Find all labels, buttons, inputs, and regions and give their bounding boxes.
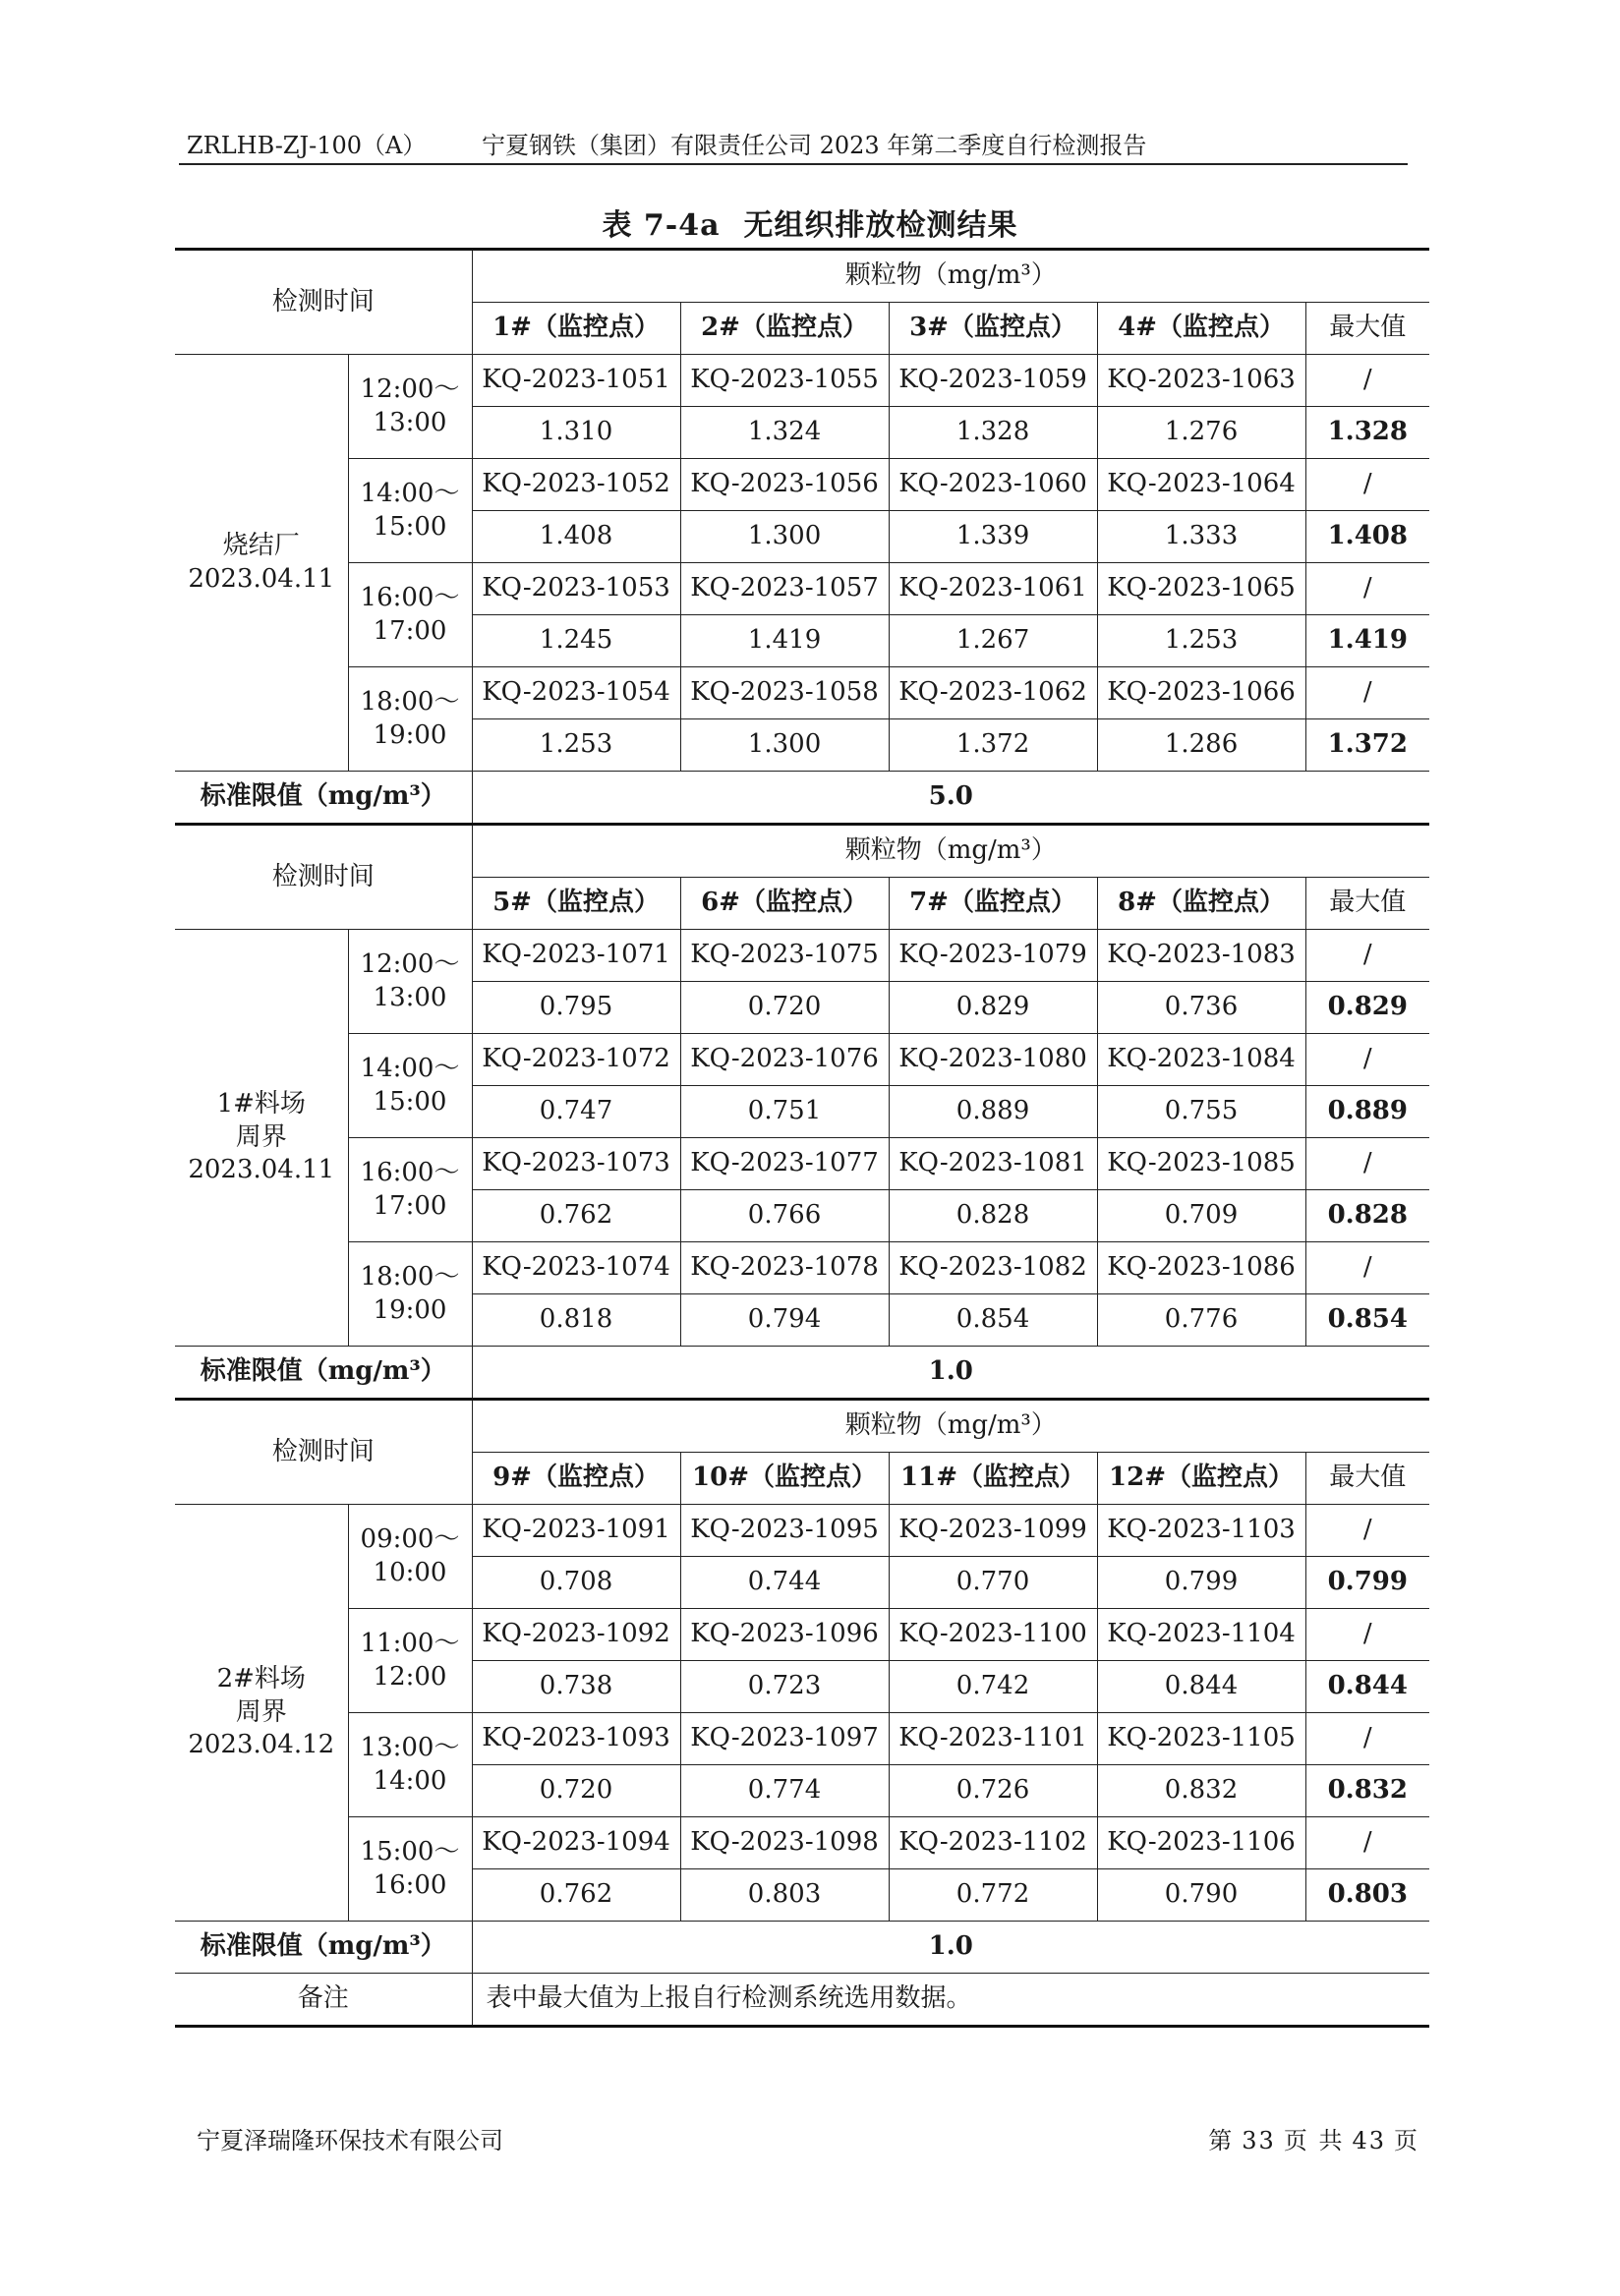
max-value-cell: 0.832	[1305, 1765, 1429, 1817]
measurement-value-cell: 0.772	[889, 1869, 1097, 1922]
time-header-cell: 检测时间	[175, 250, 472, 355]
section-header-row	[175, 825, 1429, 878]
time-line: 12:00～	[360, 373, 460, 404]
time-line: 12:00～	[360, 948, 460, 979]
sample-code-cell: KQ-2023-1072	[472, 1034, 680, 1086]
sample-code-cell: KQ-2023-1074	[472, 1242, 680, 1294]
time-slot-cell	[348, 1817, 472, 1922]
time-slot-cell	[348, 1138, 472, 1242]
measurement-value-cell: 1.310	[472, 407, 680, 459]
standard-limit-label: 标准限值（mg/m³）	[175, 772, 472, 825]
sample-code-row	[175, 1713, 1429, 1765]
sample-code-cell: KQ-2023-1059	[889, 355, 1097, 407]
section-header-row	[175, 250, 1429, 303]
max-header-cell: 最大值	[1305, 1453, 1429, 1505]
monitoring-point-header: 3#（监控点）	[889, 303, 1097, 355]
page-header	[187, 126, 1406, 161]
max-code-cell: /	[1305, 1242, 1429, 1294]
max-code-cell: /	[1305, 667, 1429, 719]
parameter-header-cell: 颗粒物（mg/m³）	[472, 825, 1429, 878]
sample-code-row	[175, 1817, 1429, 1869]
sample-code-cell: KQ-2023-1097	[680, 1713, 889, 1765]
page-prefix: 第	[1208, 2127, 1235, 2154]
sample-code-cell: KQ-2023-1060	[889, 459, 1097, 511]
standard-limit-value: 5.0	[472, 772, 1429, 825]
sample-code-cell: KQ-2023-1078	[680, 1242, 889, 1294]
sample-code-cell: KQ-2023-1091	[472, 1505, 680, 1557]
standard-limit-value: 1.0	[472, 1347, 1429, 1400]
sample-code-cell: KQ-2023-1071	[472, 930, 680, 982]
note-row	[175, 1974, 1429, 2027]
monitoring-point-header: 11#（监控点）	[889, 1453, 1097, 1505]
time-line: 13:00	[373, 407, 447, 437]
site-date-cell	[175, 355, 348, 772]
time-header-cell: 检测时间	[175, 1400, 472, 1505]
sample-code-cell: KQ-2023-1055	[680, 355, 889, 407]
sample-code-row	[175, 1609, 1429, 1661]
sample-code-cell: KQ-2023-1099	[889, 1505, 1097, 1557]
sample-code-cell: KQ-2023-1084	[1097, 1034, 1305, 1086]
sample-code-row	[175, 667, 1429, 719]
measurement-value-cell: 0.738	[472, 1661, 680, 1713]
sample-code-row	[175, 1138, 1429, 1190]
time-line: 19:00	[373, 719, 447, 750]
footer-company: 宁夏泽瑞隆环保技术有限公司	[197, 2127, 503, 2154]
measurement-value-cell: 0.795	[472, 982, 680, 1034]
measurement-value-cell: 0.889	[889, 1086, 1097, 1138]
time-line: 19:00	[373, 1294, 447, 1325]
document-code: ZRLHB-ZJ-100（A）	[187, 132, 427, 159]
sample-code-cell: KQ-2023-1100	[889, 1609, 1097, 1661]
sample-code-cell: KQ-2023-1096	[680, 1609, 889, 1661]
measurement-value-cell: 0.762	[472, 1190, 680, 1242]
sample-code-cell: KQ-2023-1098	[680, 1817, 889, 1869]
sample-code-cell: KQ-2023-1052	[472, 459, 680, 511]
measurement-value-cell: 1.333	[1097, 511, 1305, 563]
sample-code-cell: KQ-2023-1103	[1097, 1505, 1305, 1557]
page-mid: 页 共	[1283, 2127, 1345, 2154]
sample-code-cell: KQ-2023-1094	[472, 1817, 680, 1869]
measurement-value-cell: 1.245	[472, 615, 680, 667]
note-label: 备注	[175, 1974, 472, 2027]
time-line: 12:00	[373, 1661, 447, 1692]
measurement-value-cell: 0.747	[472, 1086, 680, 1138]
max-value-cell: 0.854	[1305, 1294, 1429, 1347]
monitoring-point-header: 8#（监控点）	[1097, 878, 1305, 930]
max-code-cell: /	[1305, 1609, 1429, 1661]
max-header-cell: 最大值	[1305, 878, 1429, 930]
sample-code-cell: KQ-2023-1066	[1097, 667, 1305, 719]
max-value-cell: 1.408	[1305, 511, 1429, 563]
max-code-cell: /	[1305, 459, 1429, 511]
monitoring-point-header: 1#（监控点）	[472, 303, 680, 355]
max-value-cell: 1.328	[1305, 407, 1429, 459]
page-number	[1204, 2121, 1423, 2155]
time-line: 15:00	[373, 511, 447, 542]
max-code-cell: /	[1305, 355, 1429, 407]
page-total: 43	[1352, 2127, 1386, 2154]
site-line: 烧结厂	[222, 530, 300, 560]
time-line: 11:00～	[360, 1628, 460, 1658]
sample-code-cell: KQ-2023-1057	[680, 563, 889, 615]
measurement-value-cell: 1.339	[889, 511, 1097, 563]
parameter-header-cell: 颗粒物（mg/m³）	[472, 250, 1429, 303]
standard-limit-label: 标准限值（mg/m³）	[175, 1347, 472, 1400]
sample-code-cell: KQ-2023-1056	[680, 459, 889, 511]
parameter-header-cell: 颗粒物（mg/m³）	[472, 1400, 1429, 1453]
max-value-cell: 0.889	[1305, 1086, 1429, 1138]
max-code-cell: /	[1305, 1138, 1429, 1190]
monitoring-point-header: 2#（监控点）	[680, 303, 889, 355]
time-line: 17:00	[373, 1190, 447, 1221]
measurement-value-cell: 1.276	[1097, 407, 1305, 459]
measurement-value-cell: 0.818	[472, 1294, 680, 1347]
time-slot-cell	[348, 1242, 472, 1347]
sample-code-row	[175, 1505, 1429, 1557]
sample-code-cell: KQ-2023-1085	[1097, 1138, 1305, 1190]
page-current: 33	[1242, 2127, 1276, 2154]
monitoring-point-header: 10#（监控点）	[680, 1453, 889, 1505]
time-line: 15:00	[373, 1086, 447, 1117]
site-date-cell	[175, 1505, 348, 1922]
time-slot-cell	[348, 1505, 472, 1609]
sample-code-row	[175, 459, 1429, 511]
sample-code-cell: KQ-2023-1079	[889, 930, 1097, 982]
results-table	[175, 248, 1429, 2028]
sample-code-cell: KQ-2023-1077	[680, 1138, 889, 1190]
time-line: 18:00～	[360, 686, 460, 717]
results-table-body	[175, 250, 1429, 2027]
monitoring-point-header: 5#（监控点）	[472, 878, 680, 930]
time-line: 14:00～	[360, 1053, 460, 1083]
max-value-cell: 0.829	[1305, 982, 1429, 1034]
time-header-cell: 检测时间	[175, 825, 472, 930]
sample-code-cell: KQ-2023-1104	[1097, 1609, 1305, 1661]
time-line: 10:00	[373, 1557, 447, 1587]
measurement-value-cell: 0.844	[1097, 1661, 1305, 1713]
measurement-value-cell: 0.854	[889, 1294, 1097, 1347]
sample-code-cell: KQ-2023-1083	[1097, 930, 1305, 982]
sample-code-cell: KQ-2023-1073	[472, 1138, 680, 1190]
measurement-value-cell: 1.328	[889, 407, 1097, 459]
site-line: 2023.04.11	[188, 1155, 335, 1185]
sample-code-cell: KQ-2023-1065	[1097, 563, 1305, 615]
measurement-value-cell: 0.709	[1097, 1190, 1305, 1242]
time-line: 15:00～	[360, 1836, 460, 1866]
measurement-value-cell: 0.828	[889, 1190, 1097, 1242]
sample-code-cell: KQ-2023-1076	[680, 1034, 889, 1086]
page-suffix: 页	[1394, 2127, 1419, 2154]
measurement-value-cell: 1.253	[1097, 615, 1305, 667]
sample-code-cell: KQ-2023-1062	[889, 667, 1097, 719]
time-line: 09:00～	[360, 1523, 460, 1554]
max-code-cell: /	[1305, 1505, 1429, 1557]
time-line: 13:00	[373, 982, 447, 1012]
measurement-value-cell: 0.794	[680, 1294, 889, 1347]
note-text: 表中最大值为上报自行检测系统选用数据。	[472, 1974, 1429, 2027]
sample-code-cell: KQ-2023-1054	[472, 667, 680, 719]
measurement-value-cell: 1.324	[680, 407, 889, 459]
monitoring-point-header: 7#（监控点）	[889, 878, 1097, 930]
measurement-value-cell: 0.736	[1097, 982, 1305, 1034]
measurement-value-cell: 0.708	[472, 1557, 680, 1609]
standard-limit-row	[175, 1347, 1429, 1400]
standard-limit-value: 1.0	[472, 1922, 1429, 1974]
header-divider	[179, 163, 1408, 165]
max-value-cell: 0.828	[1305, 1190, 1429, 1242]
measurement-value-cell: 0.766	[680, 1190, 889, 1242]
time-slot-cell	[348, 930, 472, 1034]
measurement-value-cell: 0.829	[889, 982, 1097, 1034]
standard-limit-row	[175, 1922, 1429, 1974]
time-slot-cell	[348, 563, 472, 667]
monitoring-point-header: 4#（监控点）	[1097, 303, 1305, 355]
measurement-value-cell: 1.372	[889, 719, 1097, 772]
sample-code-row	[175, 355, 1429, 407]
time-line: 16:00～	[360, 1157, 460, 1187]
max-code-cell: /	[1305, 1817, 1429, 1869]
time-slot-cell	[348, 667, 472, 772]
sample-code-cell: KQ-2023-1101	[889, 1713, 1097, 1765]
standard-limit-row	[175, 772, 1429, 825]
measurement-value-cell: 1.408	[472, 511, 680, 563]
site-line: 周界	[235, 1696, 287, 1727]
time-line: 14:00～	[360, 478, 460, 508]
measurement-value-cell: 0.751	[680, 1086, 889, 1138]
sample-code-row	[175, 1034, 1429, 1086]
measurement-value-cell: 0.774	[680, 1765, 889, 1817]
time-line: 16:00	[373, 1869, 447, 1900]
site-date-cell	[175, 930, 348, 1347]
max-code-cell: /	[1305, 930, 1429, 982]
table-caption	[0, 201, 1620, 244]
sample-code-cell: KQ-2023-1061	[889, 563, 1097, 615]
sample-code-cell: KQ-2023-1095	[680, 1505, 889, 1557]
site-line: 周界	[235, 1121, 287, 1152]
time-slot-cell	[348, 1713, 472, 1817]
sample-code-cell: KQ-2023-1086	[1097, 1242, 1305, 1294]
sample-code-row	[175, 1242, 1429, 1294]
sample-code-cell: KQ-2023-1051	[472, 355, 680, 407]
monitoring-point-header: 6#（监控点）	[680, 878, 889, 930]
measurement-value-cell: 0.762	[472, 1869, 680, 1922]
max-value-cell: 1.419	[1305, 615, 1429, 667]
measurement-value-cell: 0.832	[1097, 1765, 1305, 1817]
monitoring-point-header: 9#（监控点）	[472, 1453, 680, 1505]
document-title: 宁夏钢铁（集团）有限责任公司 2023 年第二季度自行检测报告	[482, 132, 1147, 159]
sample-code-cell: KQ-2023-1064	[1097, 459, 1305, 511]
measurement-value-cell: 1.267	[889, 615, 1097, 667]
measurement-value-cell: 1.286	[1097, 719, 1305, 772]
table-title: 无组织排放检测结果	[743, 208, 1018, 243]
measurement-value-cell: 1.253	[472, 719, 680, 772]
sample-code-cell: KQ-2023-1075	[680, 930, 889, 982]
max-value-cell: 0.803	[1305, 1869, 1429, 1922]
measurement-value-cell: 0.742	[889, 1661, 1097, 1713]
sample-code-cell: KQ-2023-1093	[472, 1713, 680, 1765]
sample-code-cell: KQ-2023-1082	[889, 1242, 1097, 1294]
measurement-value-cell: 0.799	[1097, 1557, 1305, 1609]
max-header-cell: 最大值	[1305, 303, 1429, 355]
max-code-cell: /	[1305, 1034, 1429, 1086]
max-value-cell: 0.799	[1305, 1557, 1429, 1609]
max-value-cell: 1.372	[1305, 719, 1429, 772]
sample-code-cell: KQ-2023-1105	[1097, 1713, 1305, 1765]
measurement-value-cell: 0.720	[472, 1765, 680, 1817]
time-slot-cell	[348, 355, 472, 459]
max-code-cell: /	[1305, 563, 1429, 615]
measurement-value-cell: 0.776	[1097, 1294, 1305, 1347]
time-line: 18:00～	[360, 1261, 460, 1292]
measurement-value-cell: 0.790	[1097, 1869, 1305, 1922]
sample-code-cell: KQ-2023-1053	[472, 563, 680, 615]
time-line: 14:00	[373, 1765, 447, 1796]
table-number: 表 7-4a	[602, 208, 721, 243]
sample-code-cell: KQ-2023-1081	[889, 1138, 1097, 1190]
measurement-value-cell: 0.755	[1097, 1086, 1305, 1138]
time-slot-cell	[348, 1609, 472, 1713]
sample-code-row	[175, 563, 1429, 615]
section-header-row	[175, 1400, 1429, 1453]
measurement-value-cell: 0.720	[680, 982, 889, 1034]
site-line: 1#料场	[216, 1088, 306, 1119]
max-code-cell: /	[1305, 1713, 1429, 1765]
sample-code-cell: KQ-2023-1106	[1097, 1817, 1305, 1869]
monitoring-point-header: 12#（监控点）	[1097, 1453, 1305, 1505]
time-slot-cell	[348, 459, 472, 563]
measurement-value-cell: 0.726	[889, 1765, 1097, 1817]
time-line: 13:00～	[360, 1732, 460, 1762]
sample-code-row	[175, 930, 1429, 982]
standard-limit-label: 标准限值（mg/m³）	[175, 1922, 472, 1974]
time-line: 16:00～	[360, 582, 460, 612]
measurement-value-cell: 1.300	[680, 719, 889, 772]
measurement-value-cell: 0.770	[889, 1557, 1097, 1609]
measurement-value-cell: 1.419	[680, 615, 889, 667]
site-line: 2#料场	[216, 1663, 306, 1693]
sample-code-cell: KQ-2023-1063	[1097, 355, 1305, 407]
measurement-value-cell: 0.723	[680, 1661, 889, 1713]
time-line: 17:00	[373, 615, 447, 646]
site-line: 2023.04.12	[188, 1730, 335, 1760]
sample-code-cell: KQ-2023-1102	[889, 1817, 1097, 1869]
sample-code-cell: KQ-2023-1058	[680, 667, 889, 719]
time-slot-cell	[348, 1034, 472, 1138]
sample-code-cell: KQ-2023-1092	[472, 1609, 680, 1661]
measurement-value-cell: 0.744	[680, 1557, 889, 1609]
measurement-value-cell: 0.803	[680, 1869, 889, 1922]
sample-code-cell: KQ-2023-1080	[889, 1034, 1097, 1086]
site-line: 2023.04.11	[188, 563, 335, 594]
max-value-cell: 0.844	[1305, 1661, 1429, 1713]
measurement-value-cell: 1.300	[680, 511, 889, 563]
